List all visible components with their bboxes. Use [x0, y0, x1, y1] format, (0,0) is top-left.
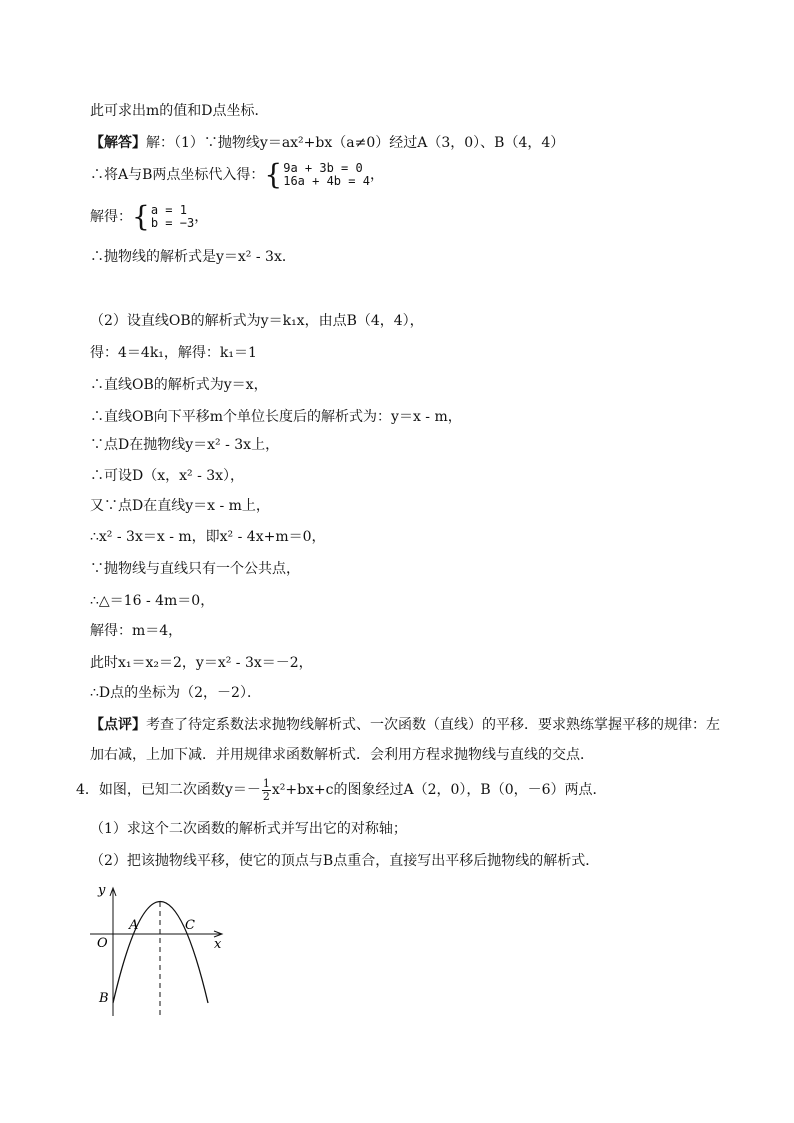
point-a-label: A	[129, 918, 139, 933]
text-line: ∴可设D（x，x² - 3x），	[90, 468, 245, 484]
text-line: ∴抛物线的解析式是y＝x² - 3x．	[90, 249, 296, 265]
answer-line	[90, 134, 564, 152]
equation-system	[283, 162, 370, 188]
point-b-label: B	[99, 991, 109, 1006]
solution-system	[151, 204, 194, 230]
fraction	[262, 778, 271, 803]
text-line: ∴△＝16 - 4m＝0，	[90, 593, 215, 609]
origin-label: O	[97, 936, 108, 951]
text-line: 加右减，上加下减．并用规律求函数解析式．会利用方程求抛物线与直线的交点．	[90, 747, 594, 763]
question-post: x²+bx+c的图象经过A（2，0），B（0，－6）两点．	[271, 782, 607, 798]
system-intro: ∴将A与B两点坐标代入得：	[90, 167, 265, 183]
comment-line	[90, 716, 720, 734]
x-axis-label: x	[214, 937, 222, 952]
solution-row: a = 1	[150, 203, 187, 217]
solution-tail: ，	[194, 209, 209, 225]
text-line: ∴直线OB的解析式为y＝x，	[90, 377, 268, 393]
question-pre: 4．如图，已知二次函数y＝－	[76, 782, 261, 798]
brace-icon: {	[264, 158, 283, 191]
comment-text: 考查了待定系数法求抛物线解析式、一次函数（直线）的平移．要求熟练掌握平移的规律：左	[146, 717, 720, 733]
text-line: 又∵点D在直线y＝x - m上，	[90, 498, 270, 514]
text-line: ∴直线OB向下平移m个单位长度后的解析式为：y＝x - m，	[90, 409, 462, 425]
equation-row: 9a + 3b = 0	[283, 161, 363, 175]
question-4-stem	[76, 774, 607, 806]
question-part-1: （1）求这个二次函数的解析式并写出它的对称轴；	[90, 821, 407, 837]
text-line: ∴D点的坐标为（2，－2）．	[90, 685, 261, 701]
y-axis-label: y	[98, 883, 106, 898]
parabola-figure	[88, 878, 238, 1018]
text-line: （2）设直线OB的解析式为y＝k₁x，由点B（4，4），	[90, 313, 424, 329]
brace-icon: {	[132, 200, 150, 233]
equation-system-line	[90, 160, 384, 190]
text-line: ∵抛物线与直线只有一个公共点，	[90, 561, 300, 577]
answer-tag: 【解答】	[90, 135, 146, 151]
text-line: 得：4＝4k₁，解得：k₁＝1	[90, 345, 257, 361]
text-line: 解得：m＝4，	[90, 623, 183, 639]
solution-intro: 解得：	[90, 209, 132, 225]
comment-tag: 【点评】	[90, 717, 146, 733]
fraction-numerator: 1	[262, 776, 270, 790]
point-c-label: C	[185, 918, 195, 933]
text-line: ∴x² - 3x＝x - m，即x² - 4x+m＝0，	[90, 529, 326, 545]
solution-row: b = −3	[150, 216, 195, 230]
fraction-denominator: 2	[262, 789, 270, 803]
question-part-2: （2）把该抛物线平移，使它的顶点与B点重合，直接写出平移后抛物线的解析式．	[90, 853, 600, 869]
text-line: 此时x₁＝x₂＝2，y＝x² - 3x＝－2，	[90, 655, 313, 671]
text-line: ∵点D在抛物线y＝x² - 3x上，	[90, 437, 280, 453]
text-line: 此可求出m的值和D点坐标．	[90, 103, 269, 119]
answer-text: 解：（1）∵抛物线y＝ax²+bx（a≠0）经过A（3，0）、B（4，4）	[146, 135, 565, 151]
system-tail: ，	[369, 167, 384, 183]
solution-system-line	[90, 202, 208, 232]
equation-row: 16a + 4b = 4	[283, 174, 370, 188]
